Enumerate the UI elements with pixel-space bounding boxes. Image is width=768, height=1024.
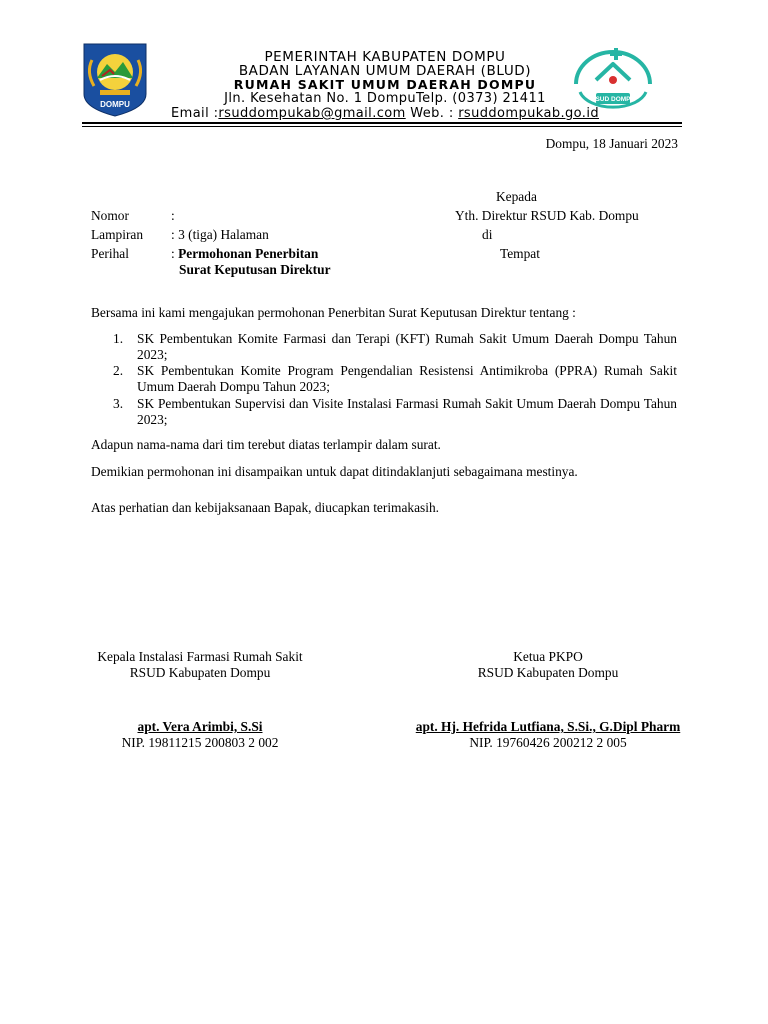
left-title-line1: Kepala Instalasi Farmasi Rumah Sakit [97,649,303,664]
right-title-line2: RSUD Kabupaten Dompu [477,665,619,680]
web-label: Web. : [410,106,454,121]
list-item: SK Pembentukan Komite Program Pengendalian Resistensi Antimikroba (PPRA) Rumah Sakit Umum Daerah Dompu Tahun 2023; [137,363,677,394]
perihal-line1: Permohonan Penerbitan [178,246,319,261]
kop-government-line: PEMERINTAH KABUPATEN DOMPU [264,49,506,65]
web-link[interactable]: rsuddompukab.go.id [458,106,599,121]
right-signatory-title [388,649,708,681]
perihal-label: Perihal [91,246,129,261]
email-link[interactable]: rsuddompukab@gmail.com [218,106,406,121]
kop-hospital-name: RUMAH SAKIT UMUM DAERAH DOMPU [233,77,537,92]
kop-agency-line: BADAN LAYANAN UMUM DAERAH (BLUD) [238,63,532,79]
recipient-di: di [482,227,493,242]
right-signatory-name: apt. Hj. Hefrida Lutfiana, S.Si., G.Dipl Pharm [415,719,681,734]
perihal-value [171,246,318,262]
left-signatory-block [60,719,340,751]
right-signatory-block [378,719,718,751]
right-title-line1: Ketua PKPO [513,649,583,664]
recipient-kepada: Kepada [496,189,537,204]
kop-address: Jln. Kesehatan No. 1 DompuTelp. (0373) 21411 [224,91,546,106]
left-signatory-name: apt. Vera Arimbi, S.Si [137,719,263,734]
dompu-logo-text: DOMPU [100,100,130,109]
list-item-number: 3. [113,396,124,411]
kop-rule-thin [82,126,682,127]
nomor-label: Nomor [91,208,129,223]
list-item-number: 2. [113,363,124,378]
left-signatory-title [60,649,340,681]
lampiran-label: Lampiran [91,227,144,242]
kop-rule-thick [82,122,682,124]
thanks-paragraph: Atas perhatian dan kebijaksanaan Bapak, diucapkan terimakasih. [91,500,440,515]
list-item: SK Pembentukan Supervisi dan Visite Instalasi Farmasi Rumah Sakit Umum Daerah Dompu Tahun 2023; [137,396,677,427]
recipient-tempat: Tempat [500,246,540,261]
email-label: Email : [171,106,219,121]
left-signatory-nip: NIP. 19811215 200803 2 002 [121,735,279,750]
rsud-dompu-logo [570,44,656,114]
perihal-colon: : [171,246,179,261]
perihal-line2: Surat Keputusan Direktur [179,262,331,277]
rsud-logo-text: RSUD DOMPU [590,96,636,103]
right-signatory-nip: NIP. 19760426 200212 2 005 [469,735,627,750]
nomor-value: : [171,208,175,223]
intro-paragraph: Bersama ini kami mengajukan permohonan Penerbitan Surat Keputusan Direktur tentang : [91,305,576,320]
letter-date: Dompu, 18 Januari 2023 [545,136,678,151]
recipient-yth: Yth. Direktur RSUD Kab. Dompu [455,208,639,223]
list-item-number: 1. [113,331,124,346]
lampiran-value: : 3 (tiga) Halaman [171,227,269,242]
left-title-line2: RSUD Kabupaten Dompu [129,665,271,680]
closing-paragraph: Demikian permohonan ini disampaikan untuk dapat ditindaklanjuti sebagaimana mestinya. [91,464,578,479]
names-attached-paragraph: Adapun nama-nama dari tim terebut diatas terlampir dalam surat. [91,437,441,452]
list-item: SK Pembentukan Komite Farmasi dan Terapi (KFT) Rumah Sakit Umum Daerah Dompu Tahun 2023; [137,331,677,362]
